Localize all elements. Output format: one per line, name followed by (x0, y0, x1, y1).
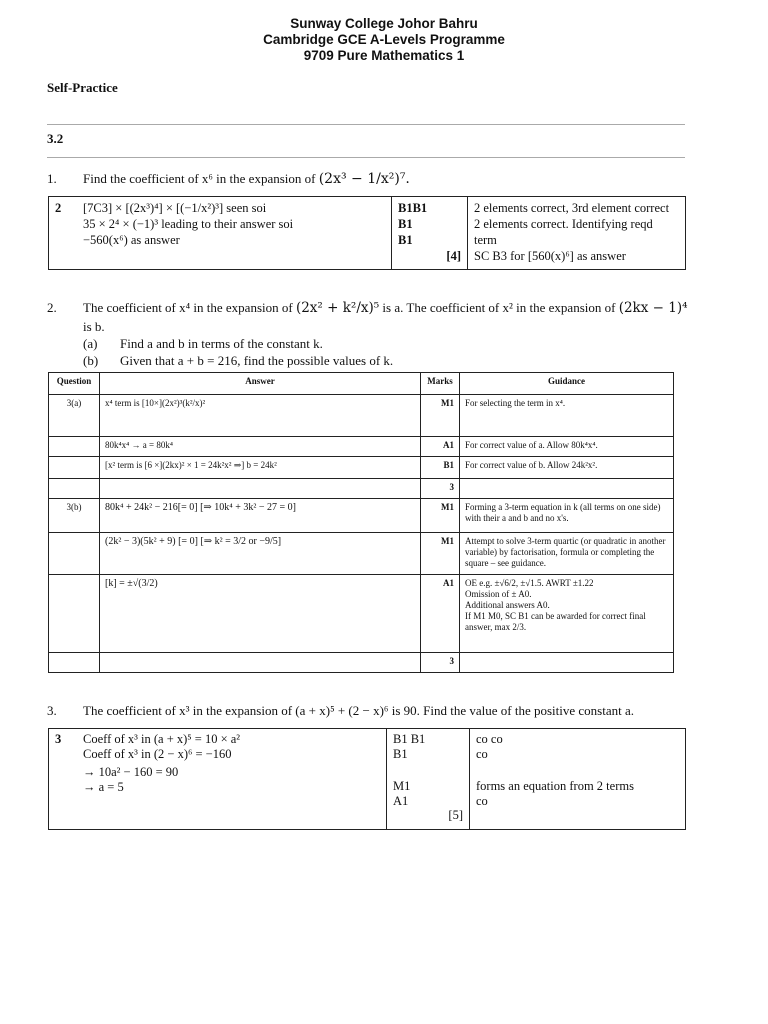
q3-ms-guide: co (476, 793, 488, 808)
q1-ms-guidance (468, 197, 686, 270)
q3-text: The coefficient of x³ in the expansion of (a + x)⁵ + (2 − x)⁶ is 90. Find the value of the positive constant a. (83, 703, 634, 718)
row-guidance (460, 479, 674, 499)
row-answer: [k] = ±√(3/2) (100, 575, 421, 653)
table-row (49, 457, 674, 479)
table-row (49, 479, 674, 499)
q1-ms-line: −560(x⁶) as answer (83, 233, 180, 247)
row-mark: B1 (421, 457, 460, 479)
q3-ms-spacer (393, 761, 463, 779)
q3-ms-mark: M1 (393, 779, 411, 793)
q3-markscheme (48, 728, 686, 830)
row-guidance: Forming a 3-term equation in k (all terms on one side) with their a and b and no x's. (460, 499, 674, 533)
q1-number: 1. (47, 171, 57, 186)
q2-expression-2: (2kx − 1)⁴ (618, 300, 688, 316)
q3-ms-guidance (470, 729, 686, 830)
row-mark: 3 (421, 653, 460, 673)
row-question (49, 533, 100, 575)
section-title: Self-Practice (47, 80, 118, 95)
section-number: 3.2 (47, 131, 64, 146)
divider-top (47, 124, 685, 125)
q3-ms-line: Coeff of x³ in (2 − x)⁶ = −160 (83, 746, 232, 761)
q1-expression: (2x³ − 1/x²)⁷. (318, 171, 410, 187)
row-answer: x⁴ term is [10×](2x²)³(k²/x)² (100, 395, 421, 437)
q1-ms-guide: 2 elements correct. Identifying reqd (474, 217, 653, 231)
q1-ms-line: 35 × 2⁴ × (−1)³ leading to their answer soi (83, 217, 294, 231)
row-answer: 80k⁴ + 24k² − 216[= 0] [⇒ 10k⁴ + 3k² − 27 = 0] (100, 499, 421, 533)
q3-ms-line: Coeff of x³ in (a + x)⁵ = 10 × a² (83, 732, 241, 746)
row-guidance: For correct value of b. Allow 24k²x². (460, 457, 674, 479)
row-mark: M1 (421, 533, 460, 575)
q1-ms-marks (392, 197, 468, 270)
row-answer: (2k² − 3)(5k² + 9) [= 0] [⇒ k² = 3/2 or −9/5] (100, 533, 421, 575)
q1-ms-line: [7C3] × [(2x³)⁴] × [(−1/x²)³] seen soi (83, 201, 267, 215)
q1-text (83, 170, 410, 188)
q1-ms-answer (49, 197, 392, 270)
row-question (49, 457, 100, 479)
row-question: 3(b) (49, 499, 100, 533)
q2-text-a: The coefficient of x⁴ in the expansion of (83, 300, 293, 315)
q3-ms-qnum: 3 (55, 732, 62, 746)
q1-ms-mark: B1 (398, 233, 413, 247)
guidance-line: OE e.g. ±√6/2, ±√1.5. AWRT ±1.22 (465, 578, 594, 588)
q2-part-b: Given that a + b = 216, find the possible values of k. (120, 353, 394, 368)
row-answer (100, 653, 421, 673)
table-row (49, 653, 674, 673)
q1-markscheme (48, 196, 686, 270)
q3-ms-marks (387, 729, 470, 830)
row-mark: A1 (421, 575, 460, 653)
q3-ms-guide: forms an equation from 2 terms (476, 779, 634, 793)
q2-number: 2. (47, 300, 57, 315)
q2-text (83, 299, 693, 317)
q1-ms-mark: B1B1 (398, 201, 428, 215)
row-guidance: For selecting the term in x⁴. (460, 395, 674, 437)
q3-ms-guide: co (476, 746, 488, 761)
q2-part-b-label: (b) (83, 353, 99, 368)
q3-ms-mark: B1 (393, 746, 408, 761)
q3-ms-spacer (476, 761, 679, 779)
q1-ms-mark: B1 (398, 217, 413, 231)
row-question (49, 479, 100, 499)
q1-ms-guide: SC B3 for [560(x)⁶] as answer (474, 249, 626, 263)
header-course: 9709 Pure Mathematics 1 (303, 48, 465, 63)
q3-ms-guide: co co (476, 732, 503, 746)
row-answer: [x² term is [6 ×](2kx)² × 1 = 24k²x² ⇒] b = 24k² (100, 457, 421, 479)
row-answer: 80k⁴x⁴ → a = 80k⁴ (100, 437, 421, 457)
row-guidance (460, 575, 674, 653)
q2-part-a-label: (a) (83, 336, 98, 351)
guidance-line: If M1 M0, SC B1 can be awarded for correct final answer, max 2/3. (465, 611, 646, 632)
q2-text-b: is a. The coefficient of x² in the expansion of (382, 300, 616, 315)
header-college: Sunway College Johor Bahru (290, 16, 478, 31)
q1-ms-qnum: 2 (55, 201, 62, 215)
row-guidance: Attempt to solve 3-term quartic (or quadratic in another variable) by factorisation, formula or completing the square – see guidance. (460, 533, 674, 575)
q3-ms-line: → 10a² − 160 = 90 (83, 765, 179, 779)
row-question (49, 575, 100, 653)
col-question: Question (49, 373, 100, 395)
q3-ms-mark: A1 (393, 793, 409, 808)
table-row (49, 499, 674, 533)
q1-question: Find the coefficient of x⁶ in the expansion of (83, 171, 316, 186)
row-guidance (460, 653, 674, 673)
q2-text-c: is b. (83, 319, 105, 334)
q2-part-a: Find a and b in terms of the constant k. (120, 336, 323, 351)
guidance-line: Additional answers A0. (465, 600, 550, 610)
q2-markscheme (48, 372, 674, 673)
q3-ms-answer (49, 729, 387, 830)
row-mark: M1 (421, 395, 460, 437)
row-mark: 3 (421, 479, 460, 499)
q1-ms-guide: term (474, 233, 497, 247)
row-answer (100, 479, 421, 499)
row-mark: M1 (421, 499, 460, 533)
col-answer: Answer (100, 373, 421, 395)
row-question: 3(a) (49, 395, 100, 437)
q1-ms-guide: 2 elements correct, 3rd element correct (474, 201, 670, 215)
row-mark: A1 (421, 437, 460, 457)
col-guidance: Guidance (460, 373, 674, 395)
q2-expression-1: (2x² + k²/x)⁵ (295, 300, 380, 316)
q3-number: 3. (47, 703, 57, 718)
table-row (49, 575, 674, 653)
col-marks: Marks (421, 373, 460, 395)
q3-ms-line: → a = 5 (83, 779, 124, 794)
q3-ms-total: [5] (448, 808, 463, 822)
divider-bottom (47, 157, 685, 158)
guidance-line: Omission of ± A0. (465, 589, 532, 599)
table-row (49, 533, 674, 575)
header-programme: Cambridge GCE A-Levels Programme (263, 32, 505, 47)
q3-ms-mark: B1 B1 (393, 732, 426, 746)
row-question (49, 437, 100, 457)
row-guidance: For correct value of a. Allow 80k⁴x⁴. (460, 437, 674, 457)
q1-ms-total: [4] (446, 249, 461, 263)
table-row (49, 395, 674, 437)
table-row (49, 437, 674, 457)
row-question (49, 653, 100, 673)
